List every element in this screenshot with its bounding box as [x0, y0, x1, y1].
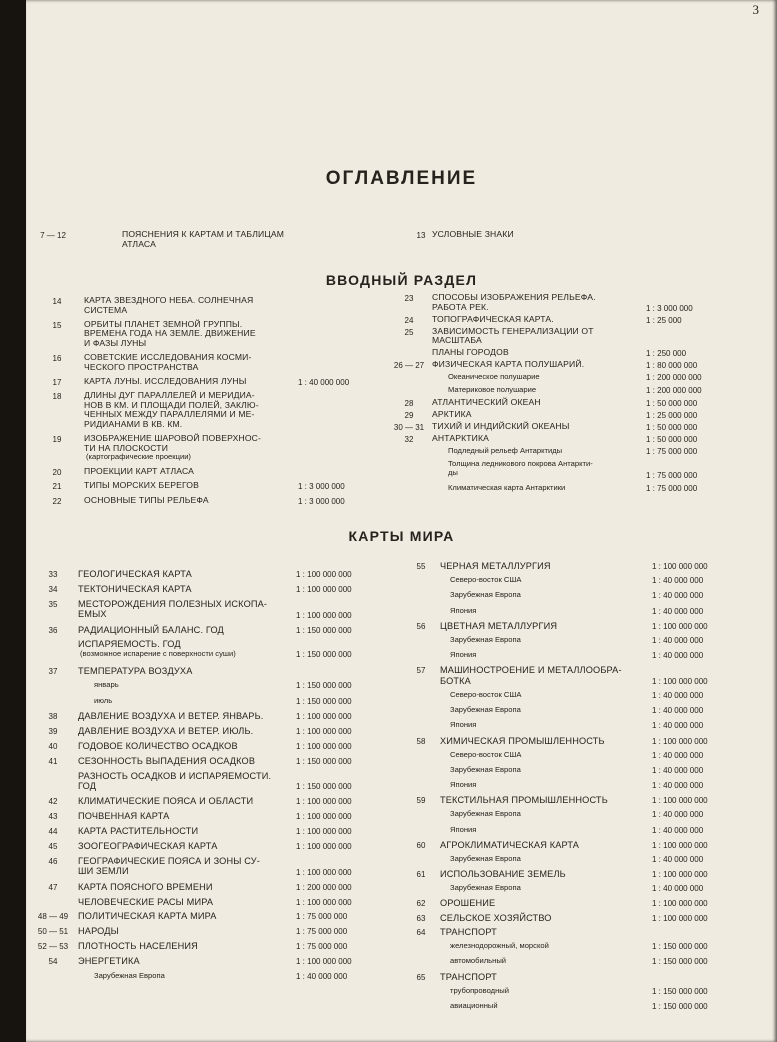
entry-title: ЗООГЕОГРАФИЧЕСКАЯ КАРТА: [78, 841, 218, 851]
entry-title: ПРОЕКЦИИ КАРТ АТЛАСА: [84, 466, 195, 477]
entry-title: ДЛИНЫ ДУГ ПАРАЛЛЕЛЕЙ И МЕРИДИА- НОВ В КМ. И ПЛОЩАДИ ПОЛЕЙ, ЗАКЛЮ- ЧЕННЫХ МЕЖДУ ПАРАЛЛЕЛЯМИ И МЕ- РИДИАНАМИ В КВ. КМ.: [84, 390, 259, 429]
entry-number: 57: [416, 666, 426, 676]
leader-dots: [251, 497, 294, 506]
entry-number: 37: [48, 666, 58, 676]
entry-subtitle: Зарубежная Европа: [450, 853, 521, 863]
entry-scale: 1 : 250 000: [646, 349, 687, 359]
leader-dots: [244, 570, 292, 579]
entry-scale: 1 : 80 000 000: [646, 361, 698, 371]
leader-dots: [244, 957, 292, 966]
leader-dots: [586, 826, 648, 835]
entry-scale: 1 : 100 000 000: [652, 913, 708, 923]
entry-title: ЭНЕРГЕТИКА: [78, 956, 140, 967]
entry-title: ПЛАНЫ ГОРОДОВ: [432, 347, 509, 358]
entry-scale: 1 : 40 000 000: [652, 781, 704, 790]
entry-title: ТРАНСПОРТ: [440, 927, 497, 937]
leader-dots: [586, 706, 648, 715]
entry-title: ФИЗИЧЕСКАЯ КАРТА ПОЛУШАРИЙ.: [432, 359, 585, 370]
entry-number: 60: [416, 840, 426, 850]
entry-subtitle: Зарубежная Европа: [94, 971, 165, 980]
entry-title: СПОСОБЫ ИЗОБРАЖЕНИЯ РЕЛЬЕФА. РАБОТА РЕК.: [432, 292, 596, 312]
entry-scale: 1 : 75 000 000: [646, 447, 698, 457]
entry-number: 42: [48, 797, 58, 807]
entry-title: ТЕМПЕРАТУРА ВОЗДУХА: [78, 665, 193, 676]
entry-number: 43: [48, 812, 58, 822]
leader-dots: [244, 681, 292, 690]
entry-number: 58: [416, 736, 426, 746]
entry-number: 28: [404, 399, 414, 409]
entry-number: 45: [48, 842, 58, 851]
entry-number: 36: [48, 625, 58, 635]
leader-dots: [582, 304, 642, 313]
entry-title: МАШИНОСТРОЕНИЕ И МЕТАЛЛООБРА- БОТКА: [440, 665, 622, 686]
entry-scale: 1 : 40 000 000: [652, 606, 704, 616]
entry-title: АНТАРКТИКА: [432, 433, 490, 444]
entry-scale: 1 : 100 000 000: [652, 736, 708, 746]
entry-scale: 1 : 100 000 000: [296, 867, 352, 877]
entry-subtitle: Материковое полушарие: [448, 385, 537, 395]
entry-number: 52 — 53: [37, 942, 69, 952]
entry-title: ПОЯСНЕНИЯ К КАРТАМ И ТАБЛИЦАМ АТЛАСА: [122, 229, 285, 249]
entry-number: 18: [52, 392, 62, 402]
leader-dots: [586, 651, 648, 660]
entry-subtitle: Япония: [450, 720, 477, 730]
entry-title: ТИПЫ МОРСКИХ БЕРЕГОВ: [84, 480, 200, 491]
entry-scale: 1 : 100 000 000: [296, 957, 352, 967]
entry-scale: 1 : 100 000 000: [652, 621, 708, 631]
leader-dots: [586, 781, 648, 790]
entry-scale: 1 : 40 000 000: [652, 810, 704, 820]
leader-dots: [586, 884, 648, 893]
leader-dots: [244, 883, 292, 892]
leader-dots: [586, 870, 648, 879]
entry-number: 40: [48, 741, 58, 751]
leader-dots: [244, 585, 292, 594]
leader-dots: [244, 626, 292, 635]
entry-number: 29: [404, 411, 414, 421]
entry-subtitle: Северо-восток США: [450, 575, 522, 585]
entry-scale: 1 : 100 000 000: [652, 870, 708, 879]
entry-scale: 1 : 100 000 000: [296, 741, 352, 751]
leader-dots: [586, 899, 648, 908]
leader-dots: [582, 361, 642, 370]
leader-dots: [244, 712, 292, 721]
leader-dots: [586, 607, 648, 616]
leader-dots: [244, 812, 292, 821]
leader-dots: [244, 912, 292, 921]
entry-scale: 1 : 150 000 000: [296, 756, 352, 766]
entry-scale: 1 : 200 000 000: [646, 373, 702, 383]
entry-scale: 1 : 75 000 000: [296, 912, 348, 922]
entry-title: РАЗНОСТЬ ОСАДКОВ И ИСПАРЯЕМОСТИ. ГОД: [78, 770, 272, 791]
leader-dots: [582, 471, 642, 480]
leader-dots: [244, 868, 292, 877]
entry-scale: 1 : 75 000 000: [296, 942, 348, 952]
entry-title: ТРАНСПОРТ: [440, 971, 497, 982]
entry-title: КАРТА ЗВЕЗДНОГО НЕБА. СОЛНЕЧНАЯ СИСТЕМА: [84, 295, 254, 315]
entry-number: 14: [52, 297, 62, 306]
entry-scale: 1 : 100 000 000: [652, 899, 708, 909]
leader-dots: [586, 766, 648, 775]
entry-scale: 1 : 75 000 000: [646, 483, 698, 493]
entry-title: ЧЕЛОВЕЧЕСКИЕ РАСЫ МИРА: [78, 896, 214, 907]
entry-number: 50 — 51: [37, 927, 69, 937]
entry-scale: 1 : 100 000 000: [296, 584, 352, 594]
leader-dots: [244, 611, 292, 620]
entry-title: ЦВЕТНАЯ МЕТАЛЛУРГИЯ: [440, 620, 558, 631]
entry-subtitle: Океаническое полушарие: [448, 372, 540, 382]
entry-title: ОРОШЕНИЕ: [440, 898, 496, 909]
leader-dots: [582, 399, 642, 408]
leader-dots: [244, 727, 292, 736]
entry-number: 65: [416, 972, 426, 982]
entry-number: 48 — 49: [37, 912, 69, 922]
entry-scale: 1 : 100 000 000: [296, 712, 352, 721]
entry-subtitle: Зарубежная Европа: [450, 883, 521, 893]
entry-scale: 1 : 150 000 000: [652, 957, 708, 967]
entry-title: КЛИМАТИЧЕСКИЕ ПОЯСА И ОБЛАСТИ: [78, 796, 254, 807]
entry-subtitle: Зарубежная Европа: [450, 764, 521, 774]
entry-title: ДАВЛЕНИЕ ВОЗДУХА И ВЕТЕР. ЯНВАРЬ.: [78, 711, 264, 721]
entry-title: КАРТА РАСТИТЕЛЬНОСТИ: [78, 826, 199, 837]
leader-dots: [582, 373, 642, 382]
entry-number: 55: [416, 562, 426, 571]
entry-title: РАДИАЦИОННЫЙ БАЛАНС. ГОД: [78, 624, 224, 635]
entry-scale: 1 : 40 000 000: [652, 591, 704, 601]
entry-title: ДАВЛЕНИЕ ВОЗДУХА И ВЕТЕР. ИЮЛЬ.: [78, 725, 254, 736]
entry-scale: 1 : 150 000 000: [652, 942, 708, 952]
entry-subtitle: Зарубежная Европа: [450, 590, 521, 600]
leader-dots: [582, 423, 642, 432]
entry-number: 23: [404, 294, 414, 303]
entry-number: 7 — 12: [40, 231, 66, 240]
entry-title: ТИХИЙ И ИНДИЙСКИЙ ОКЕАНЫ: [432, 421, 570, 432]
entry-scale: 1 : 25 000 000: [646, 411, 698, 421]
entry-subtitle: январь: [94, 680, 119, 690]
entry-scale: 1 : 100 000 000: [296, 812, 352, 822]
leader-dots: [586, 1002, 648, 1011]
leader-dots: [582, 316, 642, 325]
leader-dots: [582, 411, 642, 420]
entry-scale: 1 : 100 000 000: [296, 570, 352, 579]
entry-number: 16: [52, 354, 62, 364]
leader-dots: [586, 737, 648, 746]
entry-title: ОРБИТЫ ПЛАНЕТ ЗЕМНОЙ ГРУППЫ. ВРЕМЕНА ГОДА НА ЗЕМЛЕ. ДВИЖЕНИЕ И ФАЗЫ ЛУНЫ: [84, 318, 256, 348]
entry-subtitle: Толщина ледникового покрова Антаркти- ды: [448, 459, 593, 478]
entry-scale: 1 : 100 000 000: [652, 840, 708, 850]
entry-number: 19: [52, 435, 62, 445]
entry-number: 41: [48, 756, 58, 766]
leader-dots: [582, 386, 642, 395]
entry-scale: 1 : 150 000 000: [296, 696, 352, 706]
entry-scale: 1 : 40 000 000: [652, 691, 704, 701]
entry-scale: 1 : 50 000 000: [646, 423, 698, 433]
entry-scale: 1 : 75 000 000: [296, 927, 348, 937]
entry-scale: 1 : 40 000 000: [652, 765, 704, 775]
entry-number: 38: [48, 712, 58, 721]
entry-scale: 1 : 100 000 000: [652, 796, 708, 806]
leader-dots: [244, 842, 292, 851]
entry-number: 17: [52, 378, 62, 387]
page-title: ОГЛАВЛЕНИЕ: [325, 168, 478, 189]
leader-dots: [586, 987, 648, 996]
entry-number: 33: [48, 570, 58, 579]
leader-dots: [586, 942, 648, 951]
entry-scale: 1 : 40 000 000: [652, 854, 704, 864]
leader-dots: [586, 691, 648, 700]
entry-scale: 1 : 100 000 000: [296, 610, 352, 620]
leader-dots: [586, 841, 648, 850]
entry-scale: 1 : 100 000 000: [296, 827, 352, 837]
entry-subtitle: Климатическая карта Антарктики: [448, 482, 566, 492]
entry-scale: 1 : 40 000 000: [296, 972, 348, 981]
entry-scale: 1 : 200 000 000: [646, 386, 702, 396]
entry-number: 61: [416, 870, 426, 879]
section-heading-world-maps: КАРТЫ МИРА: [348, 528, 455, 544]
entry-number: 46: [48, 856, 58, 866]
entry-title: АРКТИКА: [432, 409, 472, 420]
entry-number: 63: [416, 913, 426, 923]
leader-dots: [244, 757, 292, 766]
leader-dots: [586, 591, 648, 600]
entry-scale: 1 : 150 000 000: [296, 782, 352, 792]
entry-title: КАРТА ЛУНЫ. ИССЛЕДОВАНИЯ ЛУНЫ: [84, 376, 247, 386]
entry-number: 62: [416, 899, 426, 909]
entry-title: ИЗОБРАЖЕНИЕ ШАРОВОЙ ПОВЕРХНОС- ТИ НА ПЛОСКОСТИ: [84, 433, 262, 453]
entry-scale: 1 : 25 000: [646, 315, 682, 325]
leader-dots: [586, 721, 648, 730]
entry-subtitle: Япония: [450, 824, 477, 834]
leader-dots: [244, 742, 292, 751]
entry-title: СЕЛЬСКОЕ ХОЗЯЙСТВО: [440, 912, 552, 923]
entry-title: ТЕКСТИЛЬНАЯ ПРОМЫШЛЕННОСТЬ: [440, 795, 608, 806]
entry-scale: 1 : 100 000 000: [296, 897, 352, 907]
entry-scale: 1 : 75 000 000: [646, 470, 698, 480]
leader-dots: [586, 622, 648, 631]
entry-title: АГРОКЛИМАТИЧЕСКАЯ КАРТА: [440, 839, 580, 850]
leader-dots: [244, 650, 292, 659]
entry-note: (возможное испарение с поверхности суши): [80, 649, 236, 659]
entry-title: ЗАВИСИМОСТЬ ГЕНЕРАЛИЗАЦИИ ОТ МАСШТАБА: [432, 325, 594, 346]
entry-title: ХИМИЧЕСКАЯ ПРОМЫШЛЕННОСТЬ: [440, 735, 605, 746]
entry-number: 15: [52, 320, 62, 330]
entry-number: 30 — 31: [393, 423, 425, 433]
entry-title: МЕСТОРОЖДЕНИЯ ПОЛЕЗНЫХ ИСКОПА- ЕМЫХ: [78, 598, 268, 620]
entry-title: ПОЛИТИЧЕСКАЯ КАРТА МИРА: [78, 911, 217, 922]
entry-number: 59: [416, 796, 426, 806]
entry-number: 25: [404, 327, 414, 337]
entry-scale: 1 : 100 000 000: [296, 797, 352, 807]
entry-title: ГЕОЛОГИЧЕСКАЯ КАРТА: [78, 569, 192, 579]
entry-title: ЧЕРНАЯ МЕТАЛЛУРГИЯ: [440, 561, 551, 571]
leader-dots: [586, 576, 648, 585]
entry-number: 26 — 27: [393, 361, 425, 371]
leader-dots: [586, 636, 648, 645]
entry-scale: 1 : 50 000 000: [646, 399, 698, 409]
entry-number: 24: [404, 315, 414, 325]
entry-scale: 1 : 100 000 000: [652, 676, 708, 686]
entry-number: 44: [48, 827, 58, 837]
entry-scale: 1 : 50 000 000: [646, 435, 698, 445]
entry-title: КАРТА ПОЯСНОГО ВРЕМЕНИ: [78, 881, 213, 892]
entry-title: ИСПАРЯЕМОСТЬ. ГОД: [78, 639, 181, 650]
entry-scale: 1 : 40 000 000: [652, 576, 704, 586]
entry-scale: 1 : 100 000 000: [296, 726, 352, 736]
entry-title: ОСНОВНЫЕ ТИПЫ РЕЛЬЕФА: [84, 494, 209, 505]
leader-dots: [586, 796, 648, 805]
leader-dots: [244, 942, 292, 951]
entry-title: АТЛАНТИЧЕСКИЙ ОКЕАН: [432, 397, 541, 408]
leader-dots: [582, 349, 642, 358]
entry-title: ТОПОГРАФИЧЕСКАЯ КАРТА.: [432, 313, 554, 324]
leader-dots: [251, 482, 294, 491]
entry-scale: 1 : 3 000 000: [298, 482, 345, 492]
leader-dots: [244, 797, 292, 806]
entry-scale: 1 : 40 000 000: [652, 750, 704, 760]
entry-title: ГОДОВОЕ КОЛИЧЕСТВО ОСАДКОВ: [78, 740, 238, 751]
leader-dots: [582, 484, 642, 493]
leader-dots: [244, 898, 292, 907]
entry-title: ПЛОТНОСТЬ НАСЕЛЕНИЯ: [78, 941, 198, 952]
entry-scale: 1 : 100 000 000: [652, 562, 708, 571]
entry-title: НАРОДЫ: [78, 926, 119, 937]
entry-subtitle: трубопроводный: [450, 985, 509, 995]
entry-scale: 1 : 40 000 000: [652, 706, 704, 716]
entry-note: (картографические проекции): [86, 452, 191, 462]
entry-subtitle: Северо-восток США: [450, 749, 522, 759]
entry-title: СОВЕТСКИЕ ИССЛЕДОВАНИЯ КОСМИ- ЧЕСКОГО ПРОСТРАНСТВА: [84, 352, 252, 372]
entry-scale: 1 : 200 000 000: [296, 882, 352, 892]
entry-title: ТЕКТОНИЧЕСКАЯ КАРТА: [78, 583, 192, 594]
entry-scale: 1 : 40 000 000: [652, 884, 704, 894]
leader-dots: [586, 810, 648, 819]
leader-dots: [586, 914, 648, 923]
leader-dots: [586, 751, 648, 760]
entry-scale: 1 : 3 000 000: [298, 496, 345, 506]
entry-number: 56: [416, 621, 426, 631]
entry-scale: 1 : 40 000 000: [652, 825, 704, 835]
entry-title: СЕЗОННОСТЬ ВЫПАДЕНИЯ ОСАДКОВ: [78, 755, 256, 766]
entry-number: 13: [416, 231, 426, 240]
entry-title: УСЛОВНЫЕ ЗНАКИ: [432, 229, 514, 239]
entry-scale: 1 : 40 000 000: [652, 721, 704, 731]
entry-subtitle: Япония: [450, 780, 477, 789]
entry-subtitle: Подледный рельеф Антарктиды: [448, 446, 563, 456]
leader-dots: [586, 855, 648, 864]
entry-scale: 1 : 150 000 000: [296, 650, 352, 660]
leader-dots: [586, 677, 648, 686]
entry-number: 47: [48, 882, 58, 892]
entry-title: ГЕОГРАФИЧЕСКИЕ ПОЯСА И ЗОНЫ СУ- ШИ ЗЕМЛИ: [78, 855, 260, 877]
entry-subtitle: Зарубежная Европа: [450, 705, 521, 715]
leader-dots: [586, 562, 648, 571]
entry-scale: 1 : 150 000 000: [296, 625, 352, 635]
entry-title: ИСПОЛЬЗОВАНИЕ ЗЕМЕЛЬ: [440, 869, 566, 879]
atlas-page: [26, 0, 777, 1042]
entry-number: 32: [404, 435, 414, 445]
entry-subtitle: Зарубежная Европа: [450, 634, 521, 644]
leader-dots: [582, 435, 642, 444]
leader-dots: [582, 447, 642, 456]
section-heading-intro: ВВОДНЫЙ РАЗДЕЛ: [325, 272, 478, 288]
entry-scale: 1 : 150 000 000: [652, 986, 708, 996]
entry-scale: 1 : 150 000 000: [652, 1001, 708, 1011]
entry-scale: 1 : 40 000 000: [298, 378, 350, 387]
leader-dots: [586, 957, 648, 966]
entry-number: 22: [52, 496, 62, 506]
leader-dots: [251, 378, 294, 387]
entry-number: 20: [52, 468, 62, 478]
leader-dots: [244, 697, 292, 706]
entry-number: 64: [416, 928, 426, 937]
entry-scale: 1 : 150 000 000: [296, 681, 352, 691]
entry-subtitle: июль: [94, 695, 113, 705]
entry-scale: 1 : 3 000 000: [646, 303, 693, 313]
entry-number: 21: [52, 482, 62, 492]
entry-subtitle: Зарубежная Европа: [450, 809, 521, 819]
leader-dots: [244, 827, 292, 836]
page-number: 3: [752, 2, 759, 17]
entry-number: 35: [48, 599, 58, 609]
entry-title: ПОЧВЕННАЯ КАРТА: [78, 811, 170, 822]
entry-subtitle: Япония: [450, 650, 477, 659]
entry-subtitle: железнодорожный, морской: [450, 941, 549, 951]
entry-subtitle: авиационный: [450, 1000, 498, 1010]
entry-number: 54: [48, 957, 58, 967]
entry-subtitle: автомобильный: [450, 956, 507, 966]
leader-dots: [244, 782, 292, 791]
entry-number: 39: [48, 726, 58, 736]
entry-scale: 1 : 100 000 000: [296, 842, 352, 851]
entry-subtitle: Япония: [450, 605, 477, 615]
entry-scale: 1 : 40 000 000: [652, 635, 704, 645]
entry-subtitle: Северо-восток США: [450, 690, 522, 700]
entry-scale: 1 : 40 000 000: [652, 651, 704, 660]
entry-number: 34: [48, 584, 58, 594]
leader-dots: [244, 927, 292, 936]
leader-dots: [244, 972, 292, 981]
